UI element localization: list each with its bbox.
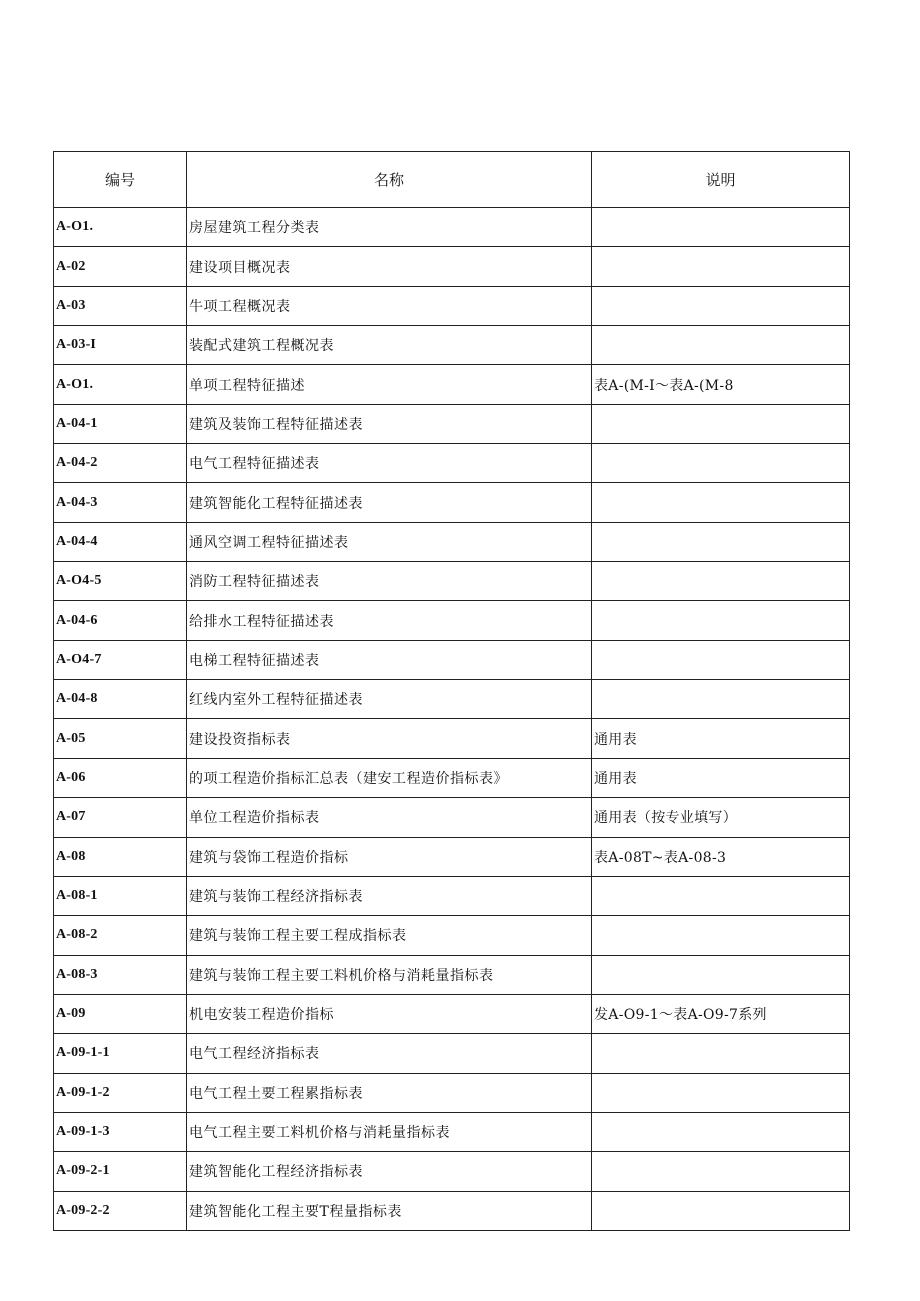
row-code-cell: A-09-2-2	[54, 1191, 187, 1230]
table-row	[54, 1073, 850, 1112]
table-row	[54, 876, 850, 915]
row-code-cell: A-02	[54, 247, 187, 286]
row-name-cell: 通风空调工程特征描述表	[187, 522, 592, 561]
table-row	[54, 719, 850, 758]
row-name-cell: 电气工程经济指标表	[187, 1034, 592, 1073]
row-name-cell: 电梯工程特征描述表	[187, 640, 592, 679]
row-name-cell: 建筑与装饰工程主要工程成指标表	[187, 916, 592, 955]
row-note-cell	[592, 955, 850, 994]
table-row	[54, 1034, 850, 1073]
row-note-cell	[592, 601, 850, 640]
row-code-cell: A-04-2	[54, 444, 187, 483]
row-note-cell	[592, 1112, 850, 1151]
row-note-cell	[592, 208, 850, 247]
header-row	[54, 152, 850, 208]
row-note-cell	[592, 483, 850, 522]
row-note-cell	[592, 680, 850, 719]
row-note-cell: 通用表	[592, 719, 850, 758]
row-name-cell: 建筑与袋饰工程造价指标	[187, 837, 592, 876]
table-row	[54, 404, 850, 443]
table-row	[54, 483, 850, 522]
row-note-cell: 通用表（按专业填写）	[592, 798, 850, 837]
row-code-cell: A-03-I	[54, 326, 187, 365]
row-note-cell	[592, 326, 850, 365]
row-code-cell: A-07	[54, 798, 187, 837]
table-row	[54, 208, 850, 247]
row-code-cell: A-09-2-1	[54, 1152, 187, 1191]
table-row	[54, 994, 850, 1033]
table-row	[54, 916, 850, 955]
row-name-cell: 建筑与装饰工程主要工料机价格与消耗量指标表	[187, 955, 592, 994]
row-name-cell: 电气工程特征描述表	[187, 444, 592, 483]
row-name-cell: 牛项工程概况表	[187, 286, 592, 325]
row-note-cell: 表A-(M-I～表A-(M-8	[592, 365, 850, 404]
row-note-cell: 表A-08T~表A-08-3	[592, 837, 850, 876]
table-row	[54, 444, 850, 483]
row-code-cell: A-O1.	[54, 208, 187, 247]
header-note: 说明	[592, 152, 850, 208]
table-row	[54, 326, 850, 365]
row-name-cell: 建筑智能化工程经济指标表	[187, 1152, 592, 1191]
header-name: 名称	[187, 152, 592, 208]
row-name-cell: 建设投资指标表	[187, 719, 592, 758]
row-name-cell: 机电安装工程造价指标	[187, 994, 592, 1033]
row-code-cell: A-05	[54, 719, 187, 758]
row-code-cell: A-09-1-1	[54, 1034, 187, 1073]
row-note-cell	[592, 1152, 850, 1191]
table-row	[54, 758, 850, 797]
row-name-cell: 消防工程特征描述表	[187, 562, 592, 601]
table-row	[54, 837, 850, 876]
row-note-cell	[592, 916, 850, 955]
row-code-cell: A-03	[54, 286, 187, 325]
table-row	[54, 1191, 850, 1230]
table-body	[54, 208, 850, 1231]
row-name-cell: 红线内室外工程特征描述表	[187, 680, 592, 719]
row-name-cell: 的项工程造价指标汇总表（建安工程造价指标表》	[187, 758, 592, 797]
row-note-cell	[592, 286, 850, 325]
row-name-cell: 单位工程造价指标表	[187, 798, 592, 837]
table-row	[54, 955, 850, 994]
table-row	[54, 562, 850, 601]
row-name-cell: 建筑智能化工程特征描述表	[187, 483, 592, 522]
table-row	[54, 286, 850, 325]
row-note-cell	[592, 562, 850, 601]
row-name-cell: 建筑与装饰工程经济指标表	[187, 876, 592, 915]
row-name-cell: 建设项目概况表	[187, 247, 592, 286]
row-name-cell: 电气工程主要工料机价格与消耗量指标表	[187, 1112, 592, 1151]
row-note-cell: 发A-O9-1～表A-O9-7系列	[592, 994, 850, 1033]
row-name-cell: 装配式建筑工程概况表	[187, 326, 592, 365]
header-code: 编号	[54, 152, 187, 208]
row-name-cell: 电气工程土要工程累指标表	[187, 1073, 592, 1112]
index-table	[53, 151, 850, 1231]
row-note-cell	[592, 444, 850, 483]
row-code-cell: A-O4-7	[54, 640, 187, 679]
row-code-cell: A-09-1-2	[54, 1073, 187, 1112]
row-name-cell: 房屋建筑工程分类表	[187, 208, 592, 247]
row-code-cell: A-04-6	[54, 601, 187, 640]
row-code-cell: A-08	[54, 837, 187, 876]
row-note-cell	[592, 1034, 850, 1073]
row-name-cell: 给排水工程特征描述表	[187, 601, 592, 640]
row-note-cell	[592, 876, 850, 915]
row-code-cell: A-O1.	[54, 365, 187, 404]
row-code-cell: A-04-3	[54, 483, 187, 522]
row-name-cell: 建筑智能化工程主要T程量指标表	[187, 1191, 592, 1230]
row-code-cell: A-O4-5	[54, 562, 187, 601]
table-row	[54, 640, 850, 679]
row-name-cell: 单项工程特征描述	[187, 365, 592, 404]
row-code-cell: A-04-4	[54, 522, 187, 561]
row-code-cell: A-04-8	[54, 680, 187, 719]
table-row	[54, 798, 850, 837]
table-row	[54, 247, 850, 286]
row-code-cell: A-09	[54, 994, 187, 1033]
row-note-cell	[592, 1191, 850, 1230]
table-row	[54, 522, 850, 561]
row-code-cell: A-04-1	[54, 404, 187, 443]
row-name-cell: 建筑及装饰工程特征描述表	[187, 404, 592, 443]
row-code-cell: A-08-1	[54, 876, 187, 915]
table-header	[54, 152, 850, 208]
row-code-cell: A-09-1-3	[54, 1112, 187, 1151]
row-note-cell	[592, 404, 850, 443]
table-row	[54, 1112, 850, 1151]
row-note-cell: 通用表	[592, 758, 850, 797]
row-code-cell: A-06	[54, 758, 187, 797]
table-row	[54, 601, 850, 640]
row-code-cell: A-08-2	[54, 916, 187, 955]
table-row	[54, 680, 850, 719]
row-code-cell: A-08-3	[54, 955, 187, 994]
row-note-cell	[592, 640, 850, 679]
table-row	[54, 1152, 850, 1191]
row-note-cell	[592, 522, 850, 561]
table-row	[54, 365, 850, 404]
row-note-cell	[592, 247, 850, 286]
row-note-cell	[592, 1073, 850, 1112]
